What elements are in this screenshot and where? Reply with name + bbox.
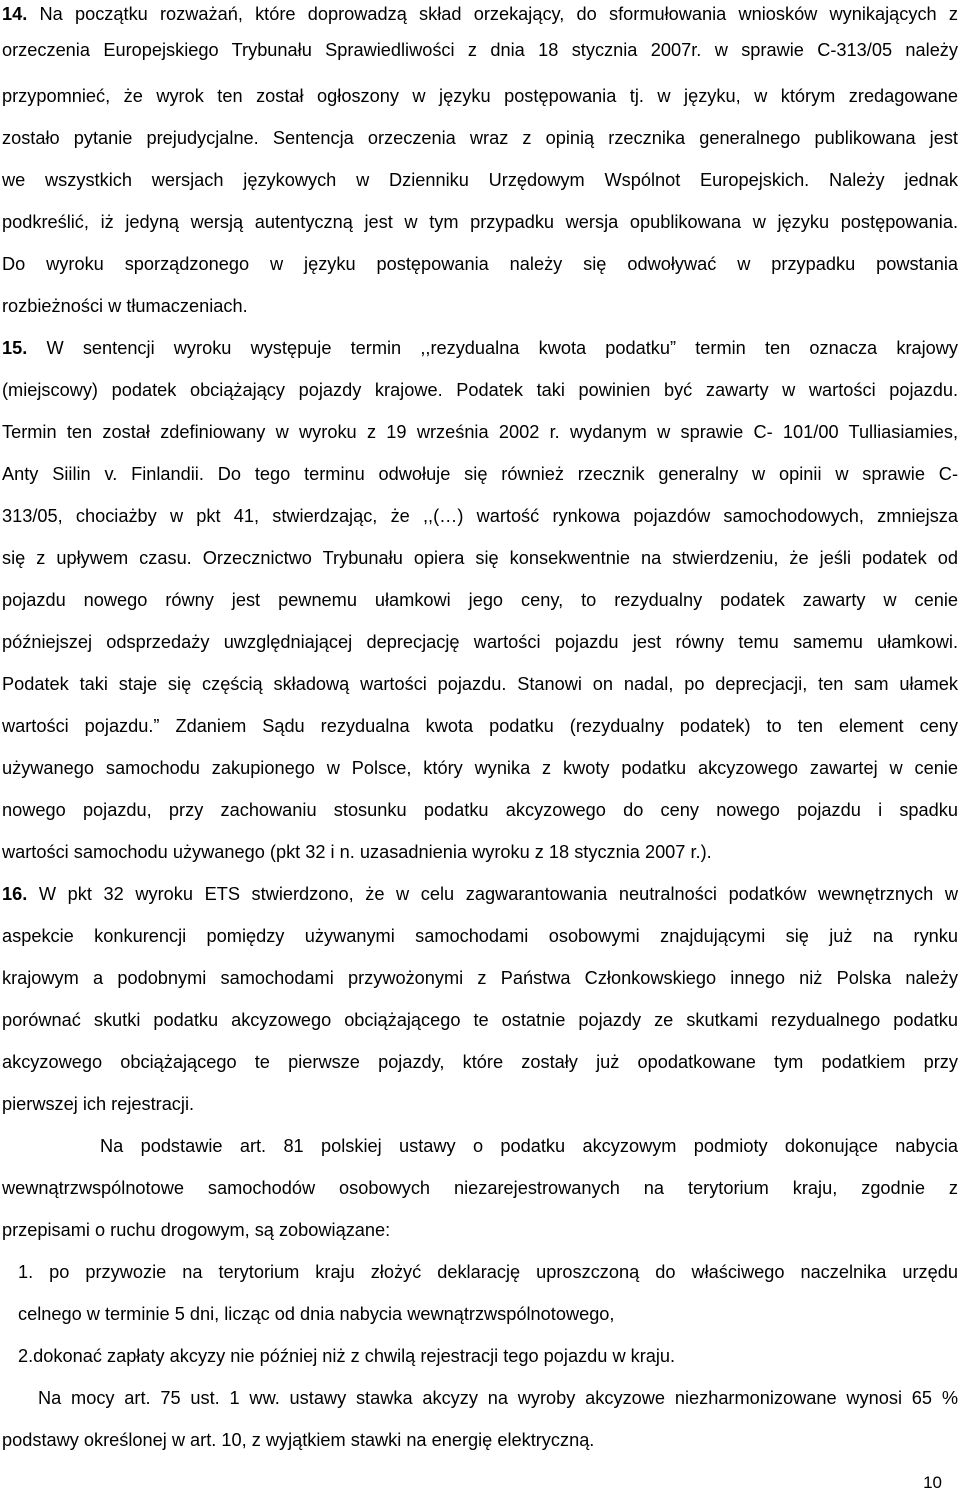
paragraph-14-number: 14. xyxy=(2,4,28,24)
paragraph-14-line-3: przypomnieć, że wyrok ten został ogłoszony w języku postępowania tj. w języku, w którym zredagowane xyxy=(2,86,958,106)
art-81-line-2: wewnątrzwspólnotowe samochodów osobowych niezarejestrowanych na terytorium kraju, zgodnie z xyxy=(2,1178,958,1198)
paragraph-16-line-4: porównać skutki podatku akcyzowego obciążającego te ostatnie pojazdy ze skutkami rezydualnego podatku xyxy=(2,1010,958,1030)
paragraph-15-line-3: Termin ten został zdefiniowany w wyroku z 19 września 2002 r. wydanym w sprawie C- 101/00 Tulliasiamies, xyxy=(2,422,958,442)
art-75-line-2: podstawy określonej w art. 10, z wyjątkiem stawki na energię elektryczną. xyxy=(2,1430,595,1450)
paragraph-16-line-6: pierwszej ich rejestracji. xyxy=(2,1094,195,1114)
paragraph-15-line-11: używanego samochodu zakupionego w Polsce, który wynika z kwoty podatku akcyzowego zawartej w cenie xyxy=(2,758,958,778)
paragraph-14-line-6: podkreślić, iż jedyną wersją autentyczną jest w tym przypadku wersja opublikowana w języku postępowania. xyxy=(2,212,958,232)
paragraph-15-line-7: pojazdu nowego równy jest pewnemu ułamkowi jego ceny, to rezydualny podatek zawarty w cenie xyxy=(2,590,958,610)
paragraph-14-line-5: we wszystkich wersjach językowych w Dzienniku Urzędowym Wspólnot Europejskich. Należy jednak xyxy=(2,170,958,190)
art-81-line-3: przepisami o ruchu drogowym, są zobowiązane: xyxy=(2,1220,391,1240)
paragraph-14-line-8: rozbieżności w tłumaczeniach. xyxy=(2,296,248,316)
art-81-line-1: Na podstawie art. 81 polskiej ustawy o podatku akcyzowym podmioty dokonujące nabycia xyxy=(100,1136,958,1156)
paragraph-15-line-10: wartości pojazdu.” Zdaniem Sądu rezydualna kwota podatku (rezydualny podatek) to ten element ceny xyxy=(2,716,958,736)
paragraph-14-line-7: Do wyroku sporządzonego w języku postępowania należy się odwoływać w przypadku powstania xyxy=(2,254,958,274)
paragraph-14-line-1 xyxy=(2,2,958,26)
paragraph-15-line-1 xyxy=(2,336,958,360)
list-item-1-line-2: celnego w terminie 5 dni, licząc od dnia nabycia wewnątrzwspólnotowego, xyxy=(18,1304,615,1324)
paragraph-15-line-6: się z upływem czasu. Orzecznictwo Trybunału opiera się konsekwentnie na stwierdzeniu, że jeśli podatek od xyxy=(2,548,958,568)
paragraph-15-number: 15. xyxy=(2,338,28,358)
paragraph-16-line-2: aspekcie konkurencji pomiędzy używanymi samochodami osobowymi znajdującymi się już na rynku xyxy=(2,926,958,946)
paragraph-16-line-5: akcyzowego obciążającego te pierwsze pojazdy, które zostały już opodatkowane tym podatkiem przy xyxy=(2,1052,958,1072)
paragraph-15-line-9: Podatek taki staje się częścią składową wartości pojazdu. Stanowi on nadal, po deprecjacji, ten sam ułamek xyxy=(2,674,958,694)
paragraph-16-text: W pkt 32 wyroku ETS stwierdzono, że w celu zagwarantowania neutralności podatków wewnętrznych w xyxy=(38,884,958,904)
list-item-1-line-1: 1. po przywozie na terytorium kraju złożyć deklarację uproszczoną do właściwego naczelnika urzędu xyxy=(18,1262,958,1282)
page-number: 10 xyxy=(923,1473,942,1492)
paragraph-16-number: 16. xyxy=(2,884,28,904)
paragraph-15-text: W sentencji wyroku występuje termin ,,rezydualna kwota podatku” termin ten oznacza krajowy xyxy=(46,338,958,358)
paragraph-15-line-13: wartości samochodu używanego (pkt 32 i n. uzasadnienia wyroku z 18 stycznia 2007 r.). xyxy=(2,842,712,862)
paragraph-16-line-3: krajowym a podobnymi samochodami przywożonymi z Państwa Członkowskiego innego niż Polska należy xyxy=(2,968,958,988)
list-item-2: 2.dokonać zapłaty akcyzy nie później niż z chwilą rejestracji tego pojazdu w kraju. xyxy=(18,1346,676,1366)
art-75-line-1: Na mocy art. 75 ust. 1 ww. ustawy stawka akcyzy na wyroby akcyzowe niezharmonizowane wynosi 65 % xyxy=(38,1388,958,1408)
paragraph-14-text: Na początku rozważań, które doprowadzą skład orzekający, do sformułowania wniosków wynikających z xyxy=(39,4,958,24)
paragraph-15-line-8: późniejszej odsprzedaży uwzględniającej deprecjację wartości pojazdu jest równy temu samemu ułamkowi. xyxy=(2,632,958,652)
paragraph-16-line-1 xyxy=(2,882,958,906)
paragraph-14-line-4: zostało pytanie prejudycjalne. Sentencja orzeczenia wraz z opinią rzecznika generalnego publikowana jest xyxy=(2,128,958,148)
paragraph-15-line-12: nowego pojazdu, przy zachowaniu stosunku podatku akcyzowego do ceny nowego pojazdu i spadku xyxy=(2,800,958,820)
paragraph-15-line-4: Anty Siilin v. Finlandii. Do tego terminu odwołuje się również rzecznik generalny w opinii w sprawie C- xyxy=(2,464,958,484)
paragraph-15-line-2: (miejscowy) podatek obciążający pojazdy krajowe. Podatek taki powinien być zawarty w wartości pojazdu. xyxy=(2,380,958,400)
paragraph-14-line-2: orzeczenia Europejskiego Trybunału Sprawiedliwości z dnia 18 stycznia 2007r. w sprawie C-313/05 należy xyxy=(2,40,958,60)
paragraph-15-line-5: 313/05, chociażby w pkt 41, stwierdzając, że ,,(…) wartość rynkowa pojazdów samochodowych, zmniejsza xyxy=(2,506,958,526)
